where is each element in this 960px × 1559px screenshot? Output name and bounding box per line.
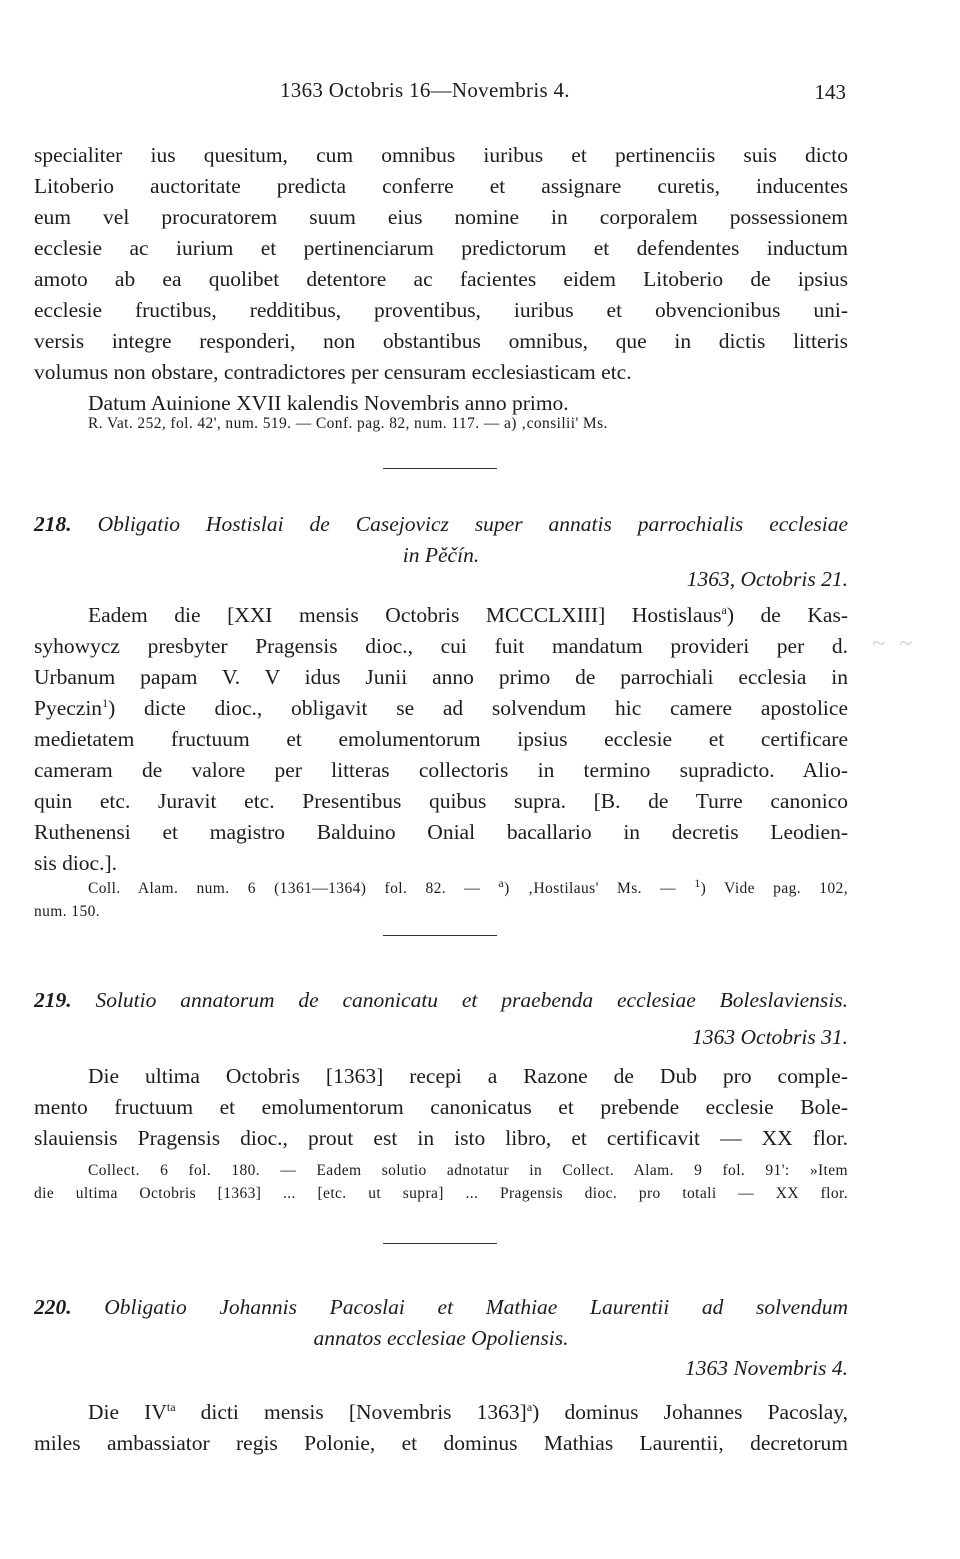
- text-line: Die $IV^{ta}$ dicti mensis [Novembris 1363]$^a$) dominus Johannes Pacoslay,: [88, 1399, 848, 1424]
- entry-title-line-2: in Pěčín.: [402, 543, 480, 567]
- footnote-line: Collect. 6 fol. 180. — Eadem solutio adnotatur in Collect. Alam. 9 fol. 91': »Item: [88, 1162, 848, 1179]
- text-line: Eadem die [XXI mensis Octobris MCCCLXIII] Hostislaus$^a$) de Kas-: [88, 602, 848, 627]
- footnote: [34, 1159, 848, 1205]
- intro-paragraph: [34, 140, 848, 419]
- entry-219-heading: [34, 985, 848, 1016]
- entry-220-body: [34, 1397, 848, 1459]
- text-line: versis integre responderi, non obstantibus omnibus, que in dictis litteris: [34, 329, 848, 353]
- text-line: Litoberio auctoritate predicta conferre et assignare curetis, inducentes: [34, 174, 848, 198]
- text-line: ecclesie fructibus, redditibus, proventibus, iuribus et obvencionibus uni-: [34, 298, 848, 322]
- text-line: syhowycz presbyter Pragensis dioc., cui fuit mandatum provideri per d.: [34, 634, 848, 658]
- page-number: 143: [814, 80, 846, 104]
- text-line: mento fructuum et emolumentorum canonicatus et prebende ecclesie Bole-: [34, 1095, 848, 1119]
- footnote: [88, 412, 848, 435]
- footnote-line: num. 150.: [34, 903, 101, 920]
- text-line: Urbanum papam V. V idus Junii anno primo de parrochiali ecclesia in: [34, 665, 848, 689]
- entry-date: 1363, Octobris 21.: [686, 567, 848, 591]
- text-line: quin etc. Juravit etc. Presentibus quibus supra. [B. de Turre canonico: [34, 789, 848, 813]
- entry-218-heading: [34, 509, 848, 571]
- running-header: [0, 78, 960, 108]
- entry-title: Obligatio Hostislai de Casejovicz super annatis parrochialis ecclesiae: [97, 512, 848, 536]
- entry-date: 1363 Novembris 4.: [684, 1356, 848, 1380]
- footnote: [34, 877, 848, 923]
- text-line: medietatem fructuum et emolumentorum ipsius ecclesie et certificare: [34, 727, 848, 751]
- section-divider: [383, 1243, 497, 1244]
- margin-annotation: ~ ~: [872, 631, 916, 657]
- text-line: sis dioc.].: [34, 851, 118, 875]
- entry-date: 1363 Octobris 31.: [692, 1025, 848, 1049]
- text-line: Pyeczin$^1$) dicte dioc., obligavit se ad solvendum hic camere apostolice: [34, 695, 848, 720]
- footnote-line: Coll. Alam. num. 6 (1361—1364) fol. 82. — $^a$) ‚Hostilaus' Ms. — $^1$) Vide pag. 102,: [88, 875, 848, 897]
- text-line: miles ambassiator regis Polonie, et dominus Mathias Laurentii, decretorum: [34, 1431, 848, 1455]
- entry-number: 218.: [34, 512, 72, 536]
- section-divider: [383, 935, 497, 936]
- text-line: specialiter ius quesitum, cum omnibus iuribus et pertinenciis suis dicto: [34, 143, 848, 167]
- text-line: ecclesie ac iurium et pertinenciarum predictorum et defendentes inductum: [34, 236, 848, 260]
- text-line: eum vel procuratorem suum eius nomine in corporalem possessionem: [34, 205, 848, 229]
- text-line: cameram de valore per litteras collectoris in termino supradicto. Alio-: [34, 758, 848, 782]
- entry-218-body: [34, 600, 848, 879]
- entry-219-body: [34, 1061, 848, 1154]
- entry-number: 220.: [34, 1295, 72, 1319]
- entry-220-heading: [34, 1292, 848, 1354]
- header-title: 1363 Octobris 16—Novembris 4.: [280, 78, 570, 102]
- text-line: volumus non obstare, contradictores per censuram ecclesiasticam etc.: [34, 360, 632, 384]
- entry-number: 219.: [34, 988, 72, 1012]
- footnote-line: die ultima Octobris [1363] ... [etc. ut supra] ... Pragensis dioc. pro totali — XX flor.: [34, 1185, 848, 1202]
- text-line: slauiensis Pragensis dioc., prout est in isto libro, et certificavit — XX flor.: [34, 1126, 848, 1150]
- entry-title: Solutio annatorum de canonicatu et praebenda ecclesiae Boleslaviensis.: [95, 988, 848, 1012]
- datum-line: Datum Auinione XVII kalendis Novembris anno primo.: [88, 391, 569, 415]
- text-line: Die ultima Octobris [1363] recepi a Razone de Dub pro comple-: [88, 1064, 848, 1088]
- section-divider: [383, 468, 497, 469]
- text-line: amoto ab ea quolibet detentore ac facientes eidem Litoberio de ipsius: [34, 267, 848, 291]
- footnote-line: R. Vat. 252, fol. 42', num. 519. — Conf. pag. 82, num. 117. — a) ‚consilii' Ms.: [88, 415, 608, 432]
- entry-title: Obligatio Johannis Pacoslai et Mathiae Laurentii ad solvendum: [104, 1295, 848, 1319]
- text-line: Ruthenensi et magistro Balduino Onial bacallario in decretis Leodien-: [34, 820, 848, 844]
- entry-title-line-2: annatos ecclesiae Opoliensis.: [313, 1326, 569, 1350]
